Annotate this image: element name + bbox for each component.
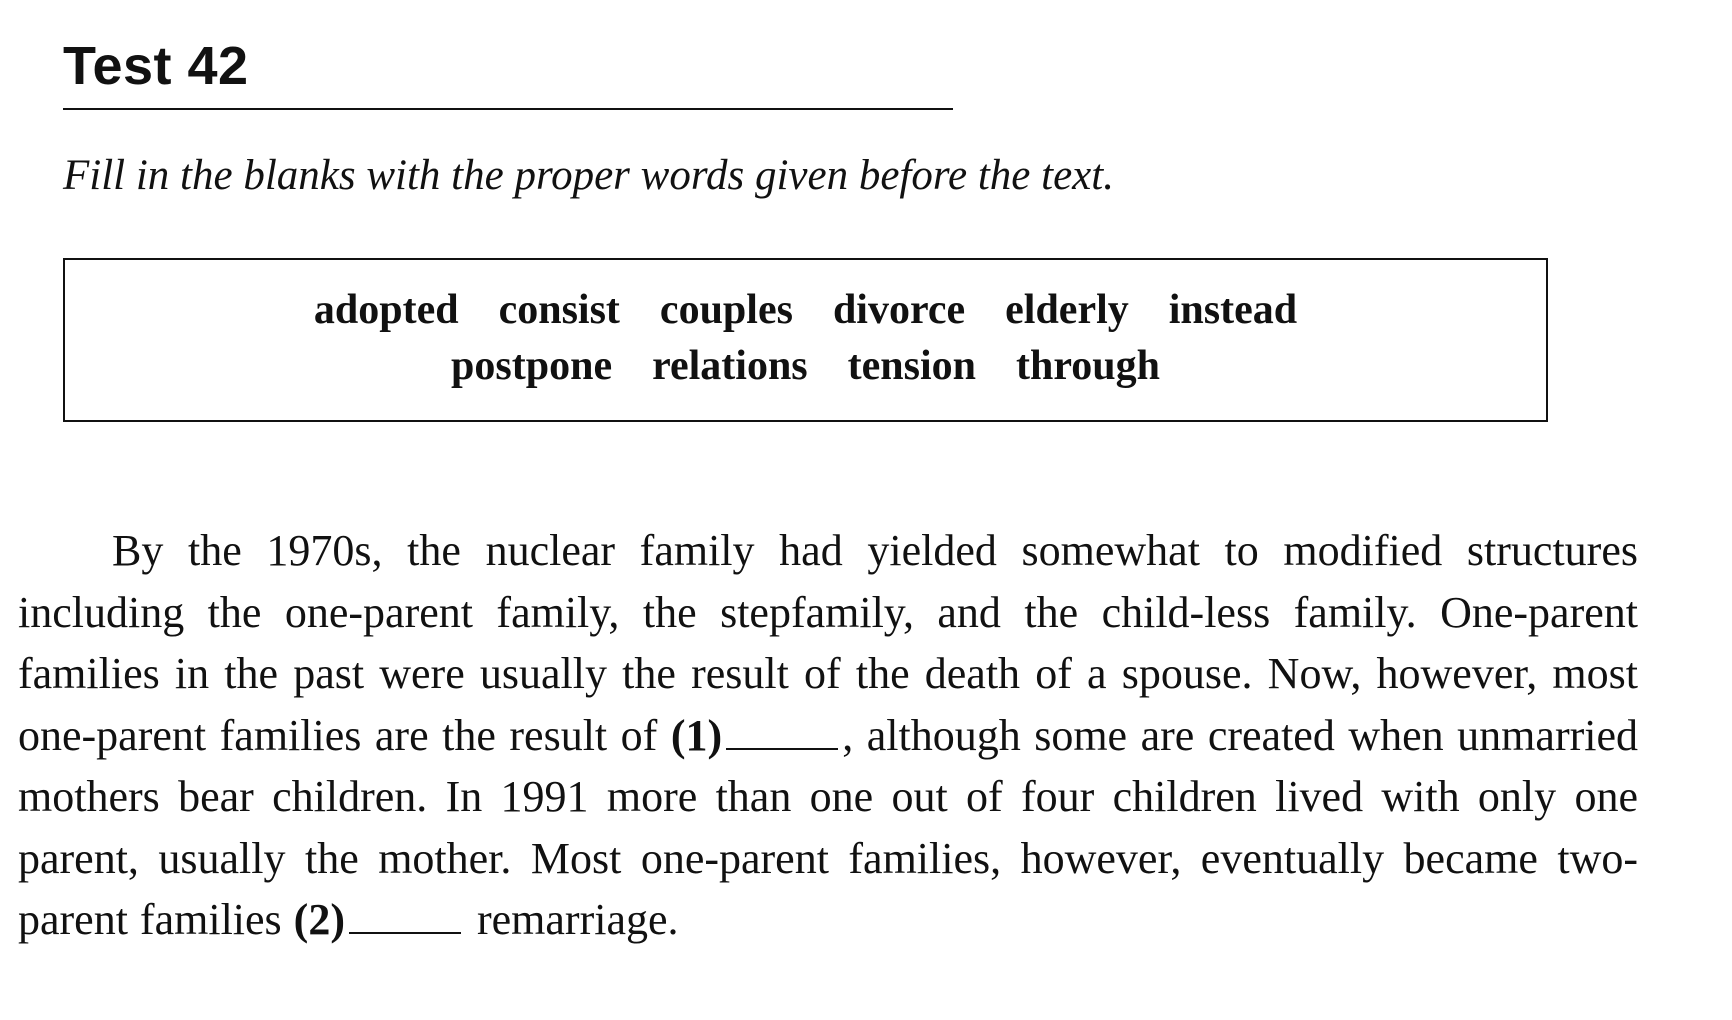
word-bank-row-1 [65, 282, 1546, 338]
word-bank-item: adopted [313, 287, 459, 333]
passage-text [18, 520, 1638, 951]
word-bank-item: couples [659, 287, 793, 333]
blank-number-1: (1) [670, 710, 723, 760]
word-bank-item: through [1016, 343, 1160, 389]
word-bank-item: instead [1168, 287, 1298, 333]
blank-1[interactable] [726, 716, 838, 750]
word-bank-item: elderly [1005, 287, 1129, 333]
word-bank-item: postpone [451, 343, 613, 389]
passage-part-1: By the 1970s, the nuclear family had yielded somewhat to modified structures including the one-parent family, the stepfamily, and the child-less family. One-parent families in the past were usually the result of the death of a spouse. Now, however, most one-parent families are the result of [18, 526, 1638, 760]
word-bank-item: relations [652, 343, 808, 389]
instruction-text: Fill in the blanks with the proper words given before the text. [63, 152, 1114, 199]
passage-part-3: remarriage. [476, 895, 679, 944]
passage-part-2: , although some are created when unmarried mothers bear children. In 1991 more than one out of four children lived with only one parent, usually the mother. Most one-parent families, however, eventually became two-parent families [18, 710, 1638, 944]
word-bank-row-2 [65, 338, 1546, 394]
test-title: Test 42 [63, 36, 249, 96]
word-bank-item: tension [847, 343, 977, 389]
word-bank [63, 258, 1548, 422]
word-bank-item: divorce [832, 287, 966, 333]
blank-number-2: (2) [293, 895, 345, 944]
blank-2[interactable] [349, 900, 461, 934]
word-bank-item: consist [498, 287, 620, 333]
title-divider [63, 108, 953, 110]
